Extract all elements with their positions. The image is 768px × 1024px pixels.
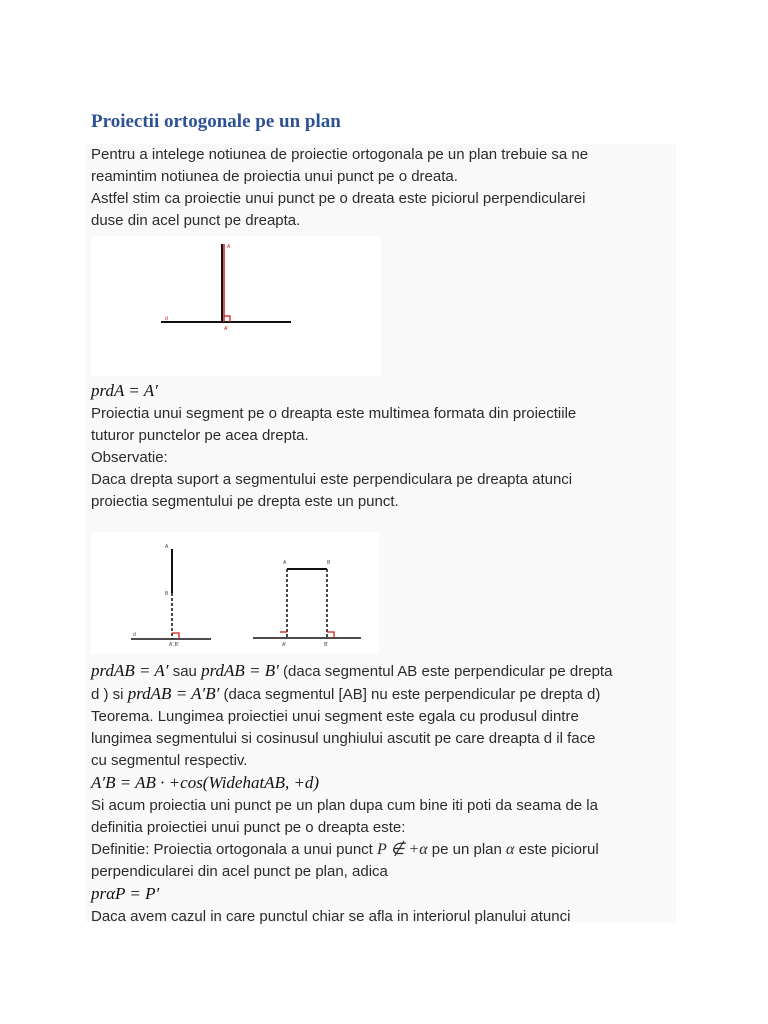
paragraph: cu segmentul respectiv.: [91, 752, 248, 769]
label-a-prime: A': [224, 326, 229, 332]
definition-line: Definitie: Proiectia ortogonala a unui punct P ∉ +α pe un plan α este piciorul: [91, 841, 599, 858]
page-title: Proiectii ortogonale pe un plan: [91, 111, 341, 132]
paragraph: Teorema. Lungimea proiectiei unui segment este egala cu produsul dintre: [91, 708, 579, 725]
figure-segment-projection: [91, 532, 379, 654]
formula-line: d ) si prdAB = A′B′ (daca segmentul [AB] nu este perpendicular pe drepta d): [91, 684, 601, 703]
paragraph: proiectia segmentului pe drepta este un punct.: [91, 493, 399, 510]
label-d: d: [165, 316, 168, 322]
figure-point-projection: [91, 236, 381, 376]
paragraph: reamintim notiunea de proiectia unui punct pe o dreata.: [91, 168, 458, 185]
paragraph: definitia proiectiei unui punct pe o dreapta este:: [91, 819, 406, 836]
paragraph: tuturor punctelor pe acea drepta.: [91, 427, 309, 444]
svg-text:B': B': [324, 642, 329, 648]
paragraph: Astfel stim ca proiectie unui punct pe o dreata este piciorul perpendicularei: [91, 190, 586, 207]
svg-text:A',B': A',B': [169, 642, 179, 648]
label-a: A: [227, 244, 231, 250]
svg-text:A': A': [282, 642, 287, 648]
paragraph: perpendicularei din acel punct pe plan, adica: [91, 863, 388, 880]
paragraph: Daca drepta suport a segmentului este perpendiculara pe dreapta atunci: [91, 471, 573, 488]
svg-text:A: A: [283, 560, 287, 566]
svg-text:B: B: [165, 591, 169, 597]
paragraph: lungimea segmentului si cosinusul unghiului ascutit pe care dreapta d il face: [91, 730, 596, 747]
paragraph: Daca avem cazul in care punctul chiar se afla in interiorul planului atunci: [91, 908, 571, 925]
paragraph: Pentru a intelege notiunea de proiectie ortogonala pe un plan trebuie sa ne: [91, 146, 589, 163]
document-body: [86, 144, 676, 925]
svg-text:d: d: [133, 632, 136, 638]
formula-line: prdAB = A′ sau prdAB = B′ (daca segmentul AB este perpendicular pe drepta: [91, 661, 613, 680]
formula: prdA = A′: [91, 381, 158, 400]
paragraph: duse din acel punct pe dreapta.: [91, 212, 301, 229]
formula: A′B = AB · +cos(WidehatAB, +d): [91, 773, 320, 792]
formula: prαP = P′: [91, 884, 160, 903]
paragraph: Observatie:: [91, 449, 168, 466]
paragraph: Proiectia unui segment pe o dreapta este multimea formata din proiectiile: [91, 405, 577, 422]
svg-text:B: B: [327, 560, 331, 566]
svg-text:A: A: [165, 544, 169, 550]
paragraph: Si acum proiectia uni punct pe un plan dupa cum bine iti poti da seama de la: [91, 797, 598, 814]
